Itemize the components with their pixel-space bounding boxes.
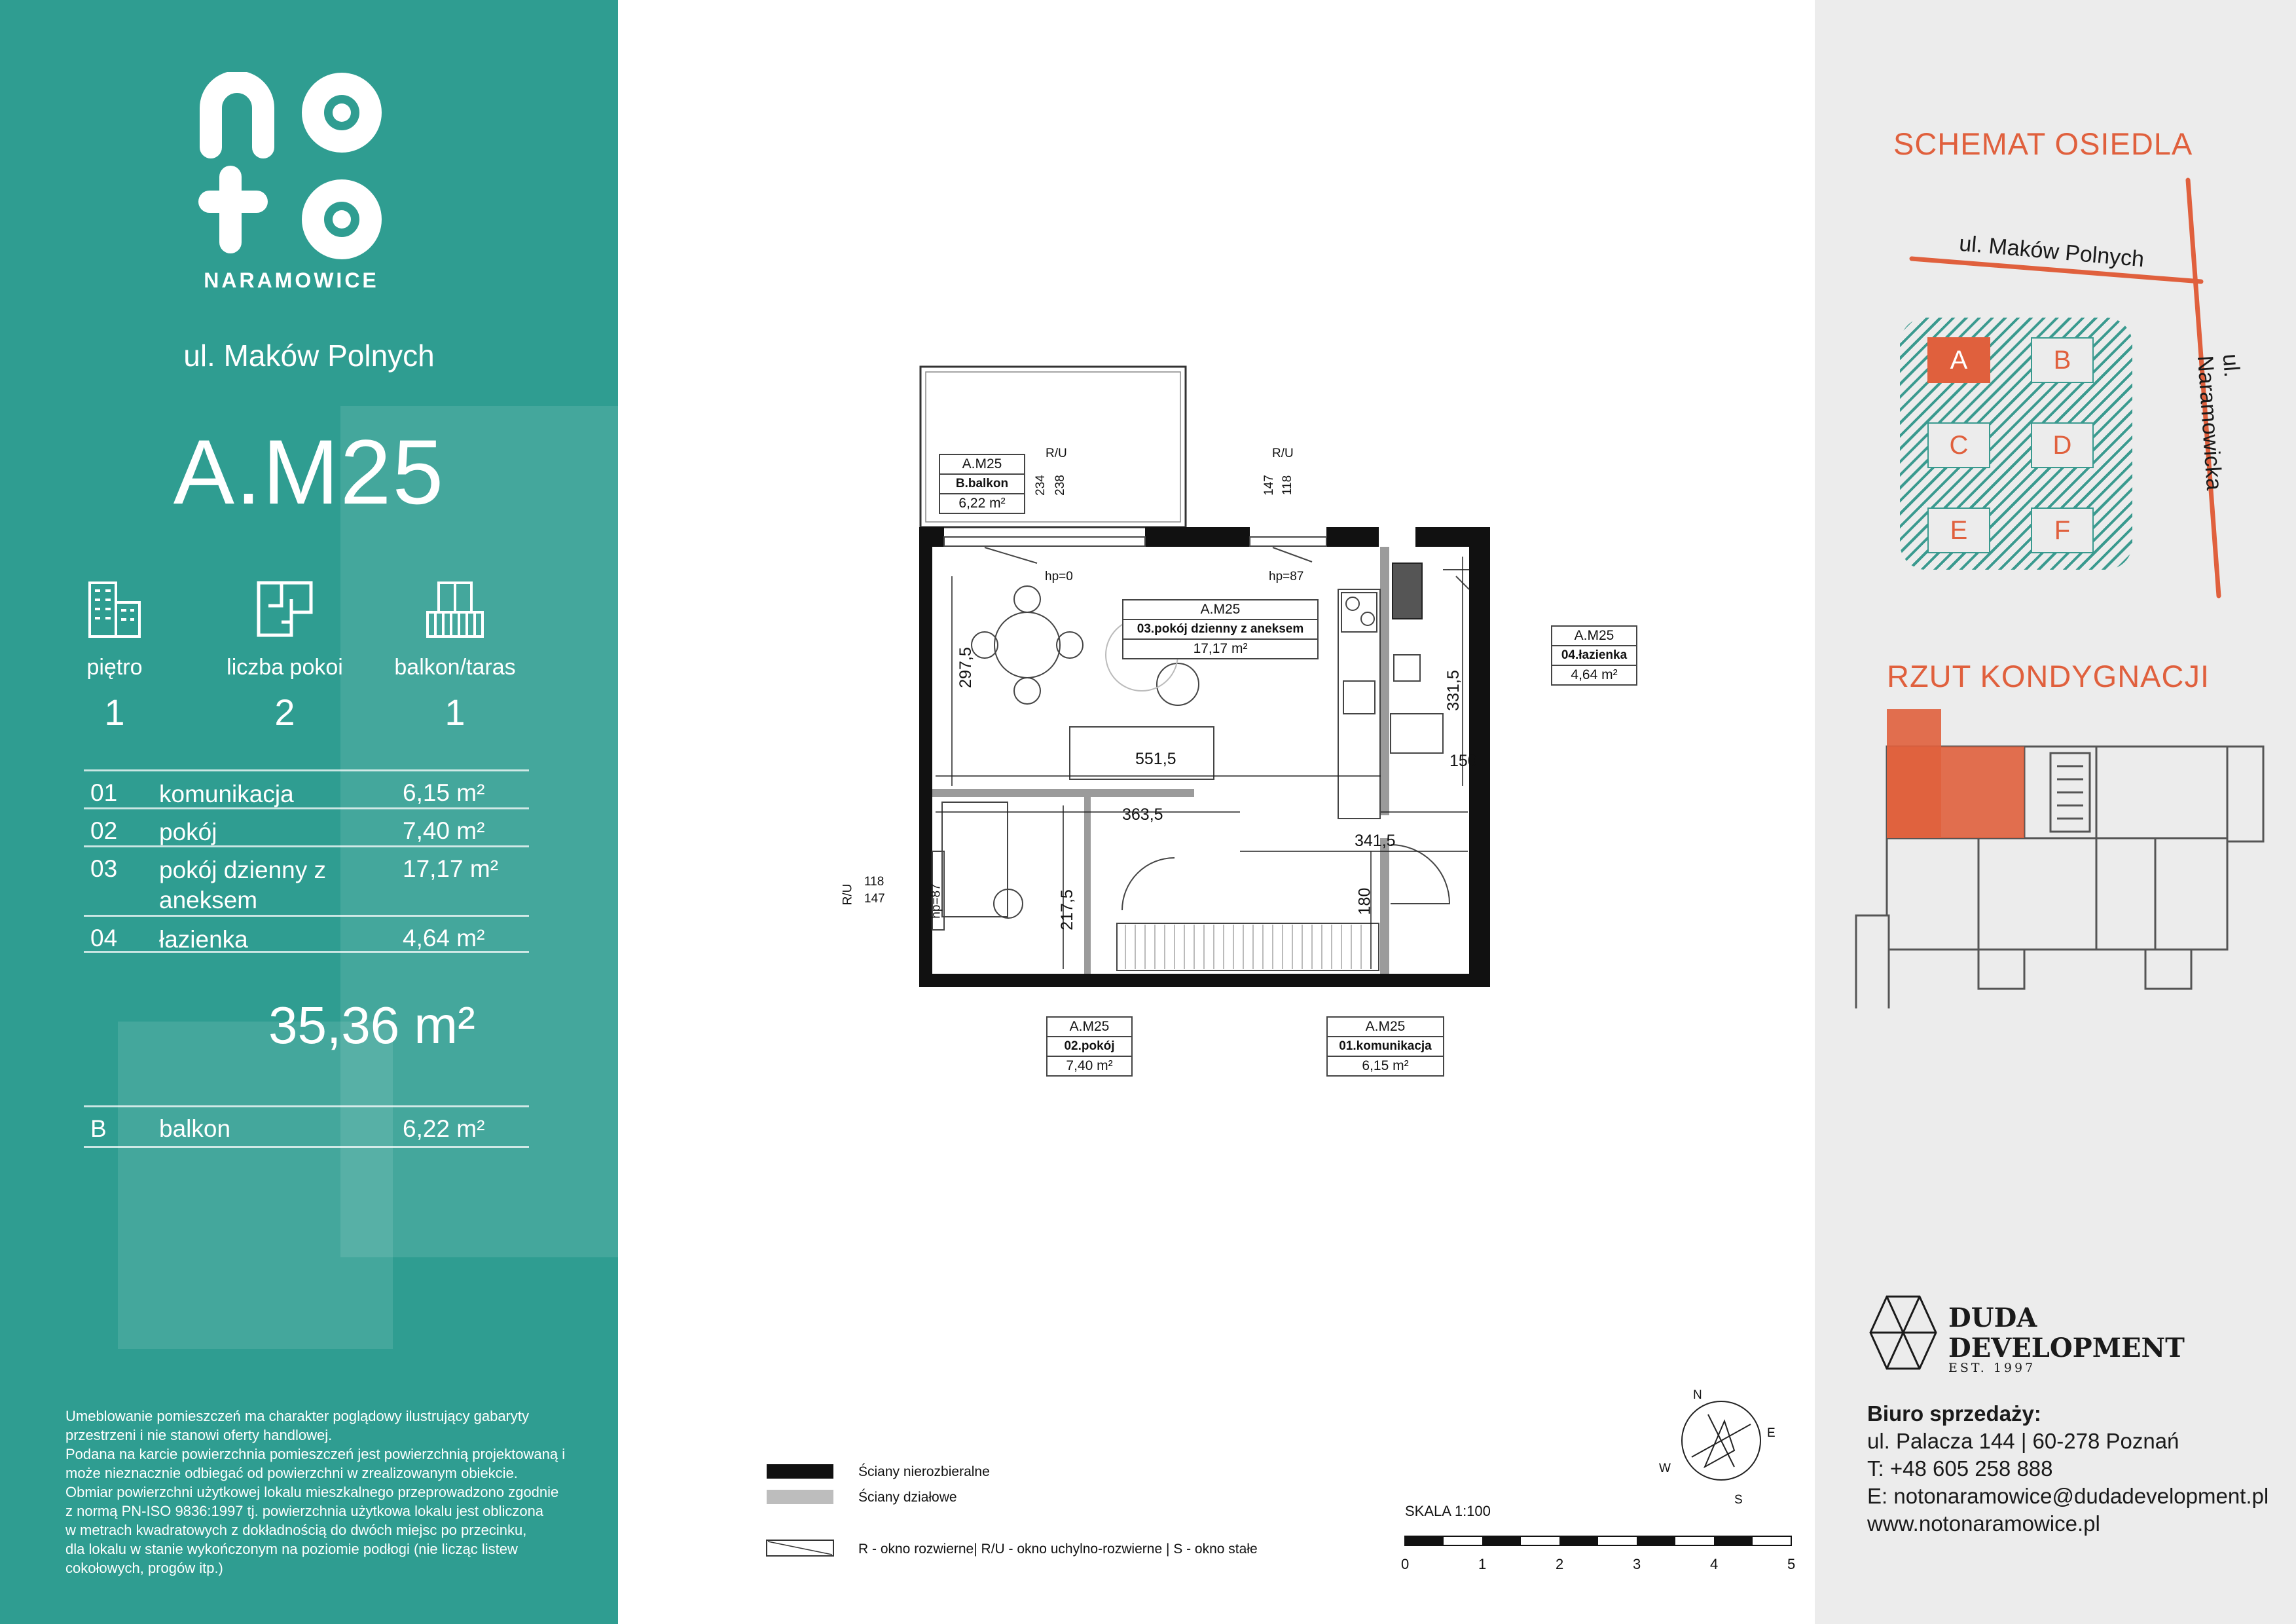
window-label: R/U (1046, 447, 1067, 460)
site-plan-title: SCHEMAT OSIEDLA (1893, 126, 2193, 161)
floor-plan-title: RZUT KONDYGNACJI (1887, 659, 2210, 693)
room-tag-living: A.M25 03.pokój dzienny z aneksem 17,17 m² (1122, 599, 1319, 659)
compass-e: E (1767, 1426, 1776, 1440)
dimension-label: 341,5 (1355, 832, 1396, 850)
room-tag-room: A.M25 02.pokój 7,40 m² (1046, 1016, 1133, 1077)
road-label-makow: ul. Maków Polnych (1958, 231, 2145, 272)
window-label: R/U (1272, 447, 1294, 460)
street-address: ul. Maków Polnych (183, 339, 435, 373)
sales-office-email[interactable]: E: notonaramowice@dudadevelopment.pl (1867, 1484, 2269, 1508)
building-b[interactable]: B (2031, 337, 2094, 383)
floorplan-panel (618, 0, 1815, 1624)
location-panel (1815, 0, 2296, 1624)
scale-tick: 3 (1633, 1556, 1641, 1572)
window-height-label: hp=87 (1269, 570, 1304, 583)
scale-tick: 0 (1401, 1556, 1410, 1572)
legend-windows: R - okno rozwierne| R/U - okno uchylno-rozwierne | S - okno stałe (858, 1541, 1258, 1557)
compass-w: W (1659, 1462, 1671, 1475)
legend-walls-fixed: Ściany nierozbieralne (858, 1464, 990, 1479)
duda-logo-icon (1867, 1293, 1939, 1372)
building-c[interactable]: C (1927, 422, 1990, 468)
building-d[interactable]: D (2031, 422, 2094, 468)
window-height-label: hp=0 (1045, 570, 1073, 583)
road-label-naramowicka: ul. Naramowicka (2192, 353, 2245, 491)
scale-tick: 5 (1787, 1556, 1796, 1572)
dimension-label: 551,5 (1135, 750, 1176, 768)
balcony-icon (422, 576, 488, 642)
room-tag-bathroom: A.M25 04.łazienka 4,64 m² (1551, 625, 1637, 686)
scale-tick: 1 (1478, 1556, 1487, 1572)
info-panel: NARAMOWICE ul. Maków Polnych A.M25 piętro 1 liczba pokoi 2 balkon/taras 1 01 komunikacja 6,15 m² 02 pokój 7,40 m² 03 pokój dzienny z aneksem 17,17 m² 04 łazienka 4,64 m² 35,36 m² B balkon 6,22 m² Umeblowanie pomieszczeń ma charakter poglądowy ilustrujący gabaryty przestrzeni i nie stanowi oferty handlowej. Podana na karcie powierzchnia pomieszczeń jest powierzchnią projektowaną i może nieznacznie odbiegać od powierzchni w zrealizowanym obiekcie. Obmiar powierzchni użytkowej lokalu mieszkalnego przeprowadzono zgodnie z normą PN-ISO 9836:1997 tj. powierzchnia użytkowa lokalu jest obliczona w metrach kwadratowych z dokładnością do dwóch miejsc po przecinku, dla lokalu w stanie wykończonym na poziomie podłogi (nie licząc listew cokołowych, progów itp.) (0, 0, 618, 1624)
dimension-label: 217,5 (1057, 889, 1076, 931)
dimension-label: 331,5 (1444, 670, 1463, 711)
dimension-label: 180 (1355, 887, 1374, 915)
scale-label: SKALA 1:100 (1405, 1503, 1491, 1519)
window-label: 118 (864, 875, 884, 889)
room-row: 01 komunikacja 6,15 m² (84, 769, 529, 807)
background-building (118, 1022, 393, 1349)
scale-tick: 2 (1556, 1556, 1564, 1572)
disclaimer: Umeblowanie pomieszczeń ma charakter poglądowy ilustrujący gabaryty przestrzeni i nie stanowi oferty handlowej. Podana na karcie powierzchnia pomieszczeń jest powierzchnią projektowaną i może nieznacznie odbiegać od powierzchni w zrealizowanym obiekcie. Obmiar powierzchni użytkowej lokalu mieszkalnego przeprowadzono zgodnie z normą PN-ISO 9836:1997 tj. powierzchnia użytkowa lokalu jest obliczona w metrach kwadratowych z dokładnością do dwóch miejsc po przecinku, dla lokalu w stanie wykończonym na poziomie podłogi (nie licząc listew cokołowych, progów itp.) (65, 1408, 566, 1576)
sales-office-address: ul. Palacza 144 | 60-278 Poznań (1867, 1429, 2179, 1453)
unit-code: A.M25 (173, 420, 445, 523)
room-tag-balcony: A.M25 B.balkon 6,22 m² (939, 454, 1025, 514)
room-list (84, 769, 529, 953)
floor-overview (1815, 694, 2296, 1008)
window-label: 147 (864, 892, 885, 906)
scale-tick: 4 (1710, 1556, 1719, 1572)
site-plan (1900, 318, 2132, 570)
window-label: 234 (1033, 475, 1048, 496)
website-link[interactable]: www.notonaramowice.pl (1867, 1511, 2100, 1536)
window-label: R/U (841, 883, 855, 906)
noto-logo (196, 72, 386, 262)
room-row: 04 łazienka 4,64 m² (84, 915, 529, 953)
developer-name: DUDA DEVELOPMENT (1948, 1302, 2185, 1363)
sales-office-phone[interactable]: T: +48 605 258 888 (1867, 1456, 2053, 1481)
compass-n: N (1693, 1388, 1702, 1402)
apartment-floorplan (618, 0, 1815, 1624)
total-area: 35,36 m² (268, 996, 475, 1054)
dimension-label: 363,5 (1122, 805, 1163, 824)
room-row: 02 pokój 7,40 m² (84, 807, 529, 845)
window-label: 238 (1053, 475, 1067, 496)
window-height-label: hp=87 (929, 883, 943, 919)
sales-office-title: Biuro sprzedaży: (1867, 1401, 2041, 1426)
window-label: 118 (1281, 475, 1295, 496)
legend-walls-partition: Ściany działowe (858, 1490, 957, 1505)
building-f[interactable]: F (2031, 507, 2094, 553)
dimension-label: 297,5 (956, 647, 975, 688)
developer-est: EST. 1997 (1948, 1361, 2036, 1375)
balcony-row: B balkon 6,22 m² (84, 1105, 529, 1148)
building-e[interactable]: E (1927, 507, 1990, 553)
window-label: 147 (1262, 475, 1276, 496)
building-icon (82, 576, 147, 642)
dimension-label: 150 (1449, 752, 1477, 770)
floorplan-icon (252, 576, 318, 642)
room-tag-hallway: A.M25 01.komunikacja 6,15 m² (1326, 1016, 1444, 1077)
building-a[interactable]: A (1927, 337, 1990, 383)
logo-subtitle: NARAMOWICE (204, 268, 379, 292)
room-row: 03 pokój dzienny z aneksem 17,17 m² (84, 845, 529, 915)
compass-s: S (1734, 1493, 1743, 1507)
